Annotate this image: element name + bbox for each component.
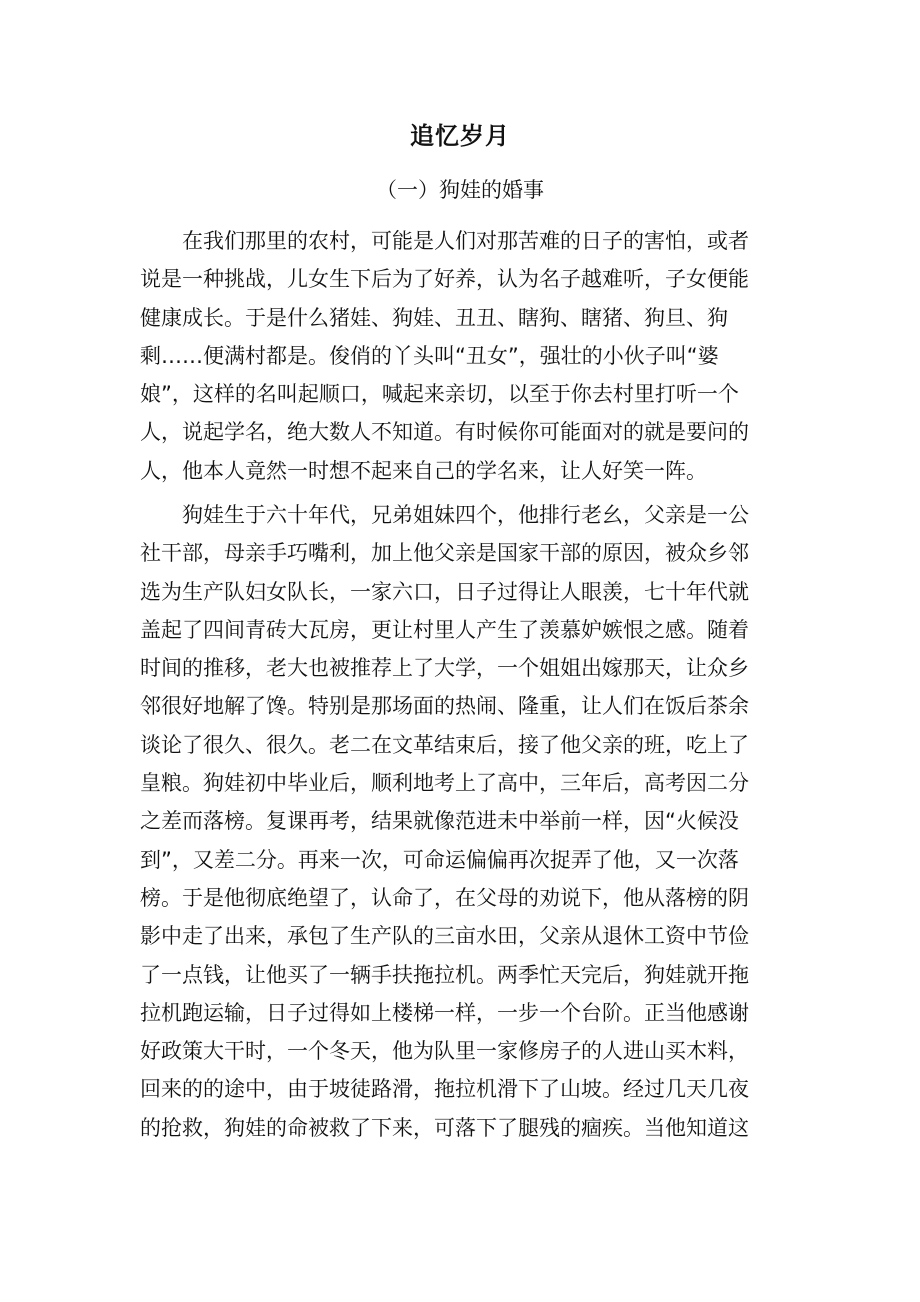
text-line: 邻很好地解了馋。特别是那场面的热闹、隆重，让人们在饭后茶余 bbox=[140, 694, 749, 719]
text-line: 在我们那里的农村，可能是人们对那苦难的日子的害怕，或者 bbox=[140, 229, 749, 253]
text-line: 到”，又差二分。再来一次，可命运偏偏再次捉弄了他，又一次落 bbox=[140, 847, 739, 872]
text-line: 皇粮。狗娃初中毕业后，顺利地考上了高中，三年后，高考因二分 bbox=[140, 771, 749, 796]
text-line: 时间的推移，老大也被推荐上了大学，一个姐姐出嫁那天，让众乡 bbox=[140, 656, 749, 681]
text-line: 盖起了四间青砖大瓦房，更让村里人产生了羡慕妒嫉恨之感。随着 bbox=[140, 617, 749, 642]
text-line: 拉机跑运输，日子过得如上楼梯一样，一步一个台阶。正当他感谢 bbox=[140, 1000, 749, 1025]
section-heading: （一）狗娃的婚事 bbox=[376, 178, 544, 202]
text-line: 人，说起学名，绝大数人不知道。有时候你可能面对的就是要问的 bbox=[140, 420, 749, 445]
text-line: 回来的的途中，由于坡徒路滑，拖拉机滑下了山坡。经过几天几夜 bbox=[140, 1077, 749, 1102]
text-line: 了一点钱，让他买了一辆手扶拖拉机。两季忙天完后，狗娃就开拖 bbox=[140, 962, 749, 987]
document-title: 追忆岁月 bbox=[410, 122, 510, 150]
text-line: 榜。于是他彻底绝望了，认命了，在父母的劝说下，他从落榜的阴 bbox=[140, 885, 749, 910]
text-line: 健康成长。于是什么猪娃、狗娃、丑丑、瞎狗、瞎猪、狗旦、狗 bbox=[140, 305, 728, 330]
text-line: 选为生产队妇女队长，一家六口，日子过得让人眼羡，七十年代就 bbox=[140, 579, 749, 604]
text-line: 娘”，这样的名叫起顺口，喊起来亲切，以至于你去村里打听一个 bbox=[140, 382, 739, 407]
text-line: 影中走了出来，承包了生产队的三亩水田，父亲从退休工资中节俭 bbox=[140, 924, 749, 949]
paragraph-1 bbox=[140, 222, 768, 490]
paragraph-2 bbox=[140, 496, 768, 1147]
text-line: 狗娃生于六十年代，兄弟姐妹四个，他排行老幺，父亲是一公 bbox=[140, 503, 749, 527]
text-line: 之差而落榜。复课再考，结果就像范进未中举前一样，因“火候没 bbox=[140, 809, 739, 834]
text-line: 人，他本人竟然一时想不起来自己的学名来，让人好笑一阵。 bbox=[140, 458, 707, 483]
text-line: 的抢救，狗娃的命被救了下来，可落下了腿残的痼疾。当他知道这 bbox=[140, 1115, 749, 1140]
text-line: 好政策大干时，一个冬天，他为队里一家修房子的人进山买木料， bbox=[140, 1039, 749, 1064]
text-line: 社干部，母亲手巧嘴利，加上他父亲是国家干部的原因，被众乡邻 bbox=[140, 541, 749, 566]
text-line: 谈论了很久、很久。老二在文革结束后，接了他父亲的班，吃上了 bbox=[140, 732, 749, 757]
text-line: 说是一种挑战，儿女生下后为了好养，认为名子越难听，子女便能 bbox=[140, 267, 749, 292]
text-line: 剩……便满村都是。俊俏的丫头叫“丑女”，强壮的小伙子叫“婆 bbox=[140, 343, 719, 368]
